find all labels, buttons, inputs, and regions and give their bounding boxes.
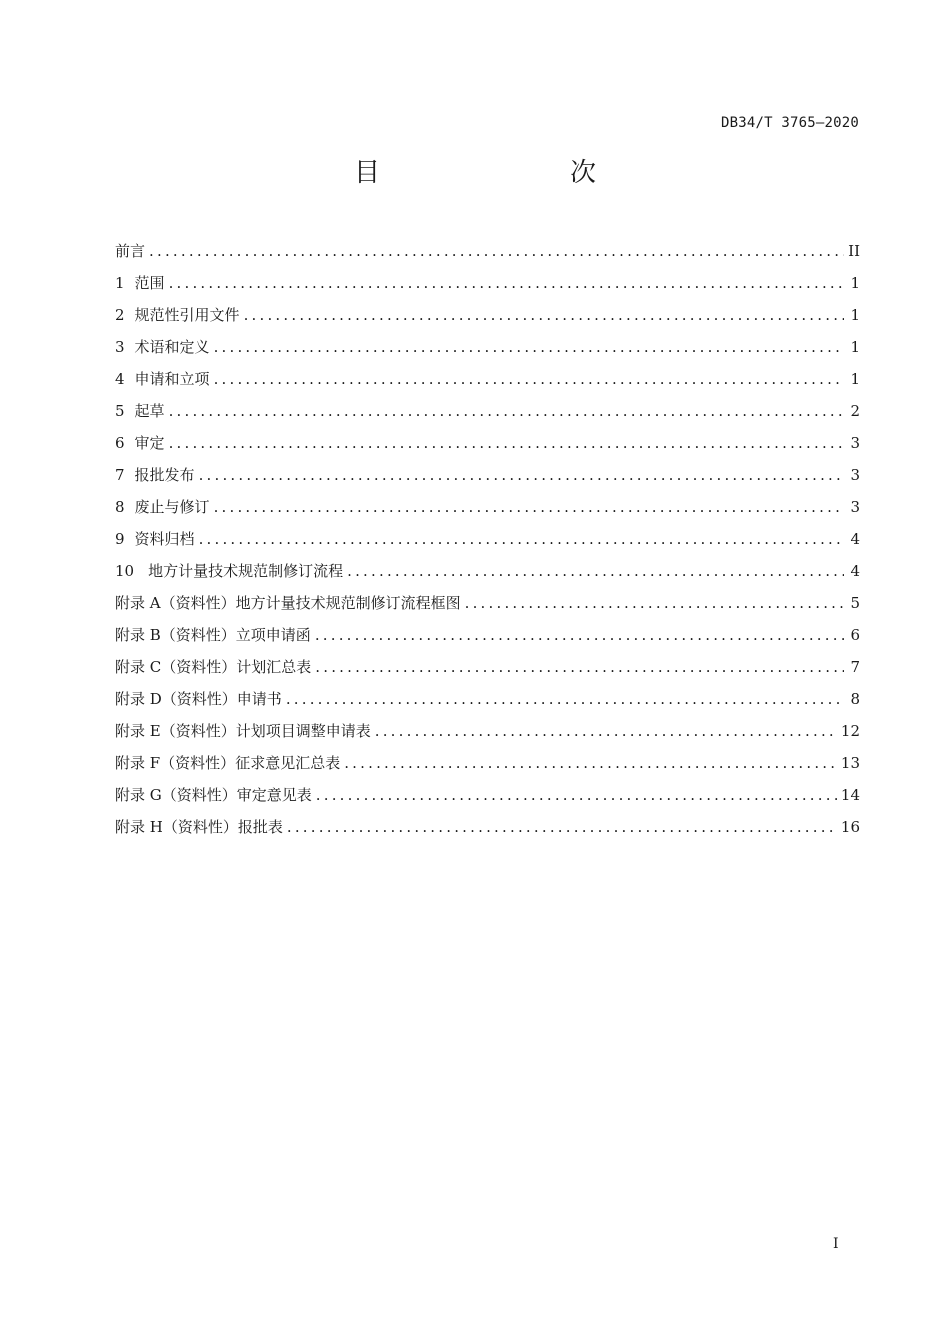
dot-leader (465, 589, 844, 617)
dot-leader (315, 653, 844, 681)
toc-entry-label: 立项申请函 (235, 626, 311, 644)
toc-entry-number: 5 (115, 402, 125, 420)
toc-annex-prefix: 附录 B（资料性） (115, 626, 236, 644)
toc-entry-page: 3 (850, 434, 860, 452)
toc-entry-label: 术语和定义 (134, 338, 210, 356)
toc-annex-h[interactable] (115, 813, 860, 845)
toc-entry-5[interactable] (115, 397, 860, 429)
toc-entry-label: 征求意见汇总表 (235, 754, 341, 772)
toc-entry-10[interactable] (115, 557, 860, 589)
toc-entry-label: 范围 (134, 274, 165, 292)
toc-entry-6[interactable] (115, 429, 860, 461)
page-title: 目 次 (353, 158, 642, 188)
toc-entry-page: 16 (840, 818, 860, 836)
toc-entry-number: 10 (115, 562, 135, 580)
toc-entry-page: 13 (840, 754, 860, 772)
dot-leader (375, 717, 837, 745)
toc-entry-page: 14 (840, 786, 860, 804)
toc-entry-label: 前言 (115, 242, 146, 260)
toc-entry-page: 6 (850, 626, 860, 644)
toc-entry-4[interactable] (115, 365, 860, 397)
toc-entry-3[interactable] (115, 333, 860, 365)
dot-leader (169, 397, 844, 425)
toc-entry-page: 4 (850, 562, 860, 580)
toc-annex-prefix: 附录 A（资料性） (115, 594, 236, 612)
toc-annex-prefix: 附录 F（资料性） (115, 754, 236, 772)
toc-entry-label: 地方计量技术规范制修订流程框图 (235, 594, 461, 612)
dot-leader (169, 429, 844, 457)
dot-leader (244, 301, 844, 329)
toc-entry-page: 1 (850, 274, 860, 292)
toc-entry-page: 2 (850, 402, 860, 420)
toc-entry-page: 4 (850, 530, 860, 548)
toc-annex-prefix: 附录 C（资料性） (115, 658, 237, 676)
dot-leader (169, 269, 844, 297)
dot-leader (344, 749, 837, 777)
toc-entry-number: 1 (115, 274, 125, 292)
toc-entry-page: 3 (850, 498, 860, 516)
dot-leader (149, 237, 844, 265)
dot-leader (199, 525, 844, 553)
dot-leader (214, 493, 844, 521)
toc-entry-label: 报批发布 (134, 466, 195, 484)
toc-entry-label: 计划汇总表 (236, 658, 312, 676)
toc-annex-b[interactable] (115, 621, 860, 653)
toc-entry-page: 1 (850, 338, 860, 356)
toc-annex-f[interactable] (115, 749, 860, 781)
toc-entry-2[interactable] (115, 301, 860, 333)
toc-entry-label: 计划项目调整申请表 (235, 722, 371, 740)
toc-entry-page: 7 (850, 658, 860, 676)
toc-entry-number: 7 (115, 466, 125, 484)
toc-entry-number: 2 (115, 306, 125, 324)
toc-annex-d[interactable] (115, 685, 860, 717)
toc-annex-e[interactable] (115, 717, 860, 749)
toc-entry-page: 8 (850, 690, 860, 708)
toc-entry-label: 地方计量技术规范制修订流程 (148, 562, 344, 580)
dot-leader (315, 621, 844, 649)
dot-leader (199, 461, 844, 489)
toc-entry-label: 申请书 (236, 690, 282, 708)
toc-entry-label: 报批表 (237, 818, 283, 836)
toc-entry-8[interactable] (115, 493, 860, 525)
toc-entry-page: 1 (850, 370, 860, 388)
toc-entry-label: 废止与修订 (134, 498, 210, 516)
toc-entry-foreword[interactable] (115, 237, 860, 269)
toc-annex-prefix: 附录 G（资料性） (115, 786, 237, 804)
toc-entry-page: 12 (840, 722, 860, 740)
toc-entry-page: 1 (850, 306, 860, 324)
toc-entry-page: 3 (850, 466, 860, 484)
toc-entry-number: 8 (115, 498, 125, 516)
page-number: I (833, 1236, 839, 1252)
toc-entry-number: 9 (115, 530, 125, 548)
dot-leader (214, 333, 844, 361)
toc-entry-label: 申请和立项 (134, 370, 210, 388)
toc-entry-label: 审定 (134, 434, 165, 452)
document-code: DB34/T 3765—2020 (720, 115, 859, 131)
dot-leader (287, 813, 837, 841)
toc-entry-page: 5 (850, 594, 860, 612)
dot-leader (347, 557, 844, 585)
toc-entry-label: 起草 (134, 402, 165, 420)
dot-leader (214, 365, 844, 393)
toc-entry-1[interactable] (115, 269, 860, 301)
toc-entry-label: 规范性引用文件 (134, 306, 240, 324)
toc-entry-number: 4 (115, 370, 125, 388)
dot-leader (316, 781, 837, 809)
toc-annex-prefix: 附录 D（资料性） (115, 690, 237, 708)
toc-entry-label: 审定意见表 (236, 786, 312, 804)
toc-entry-number: 6 (115, 434, 125, 452)
toc-entry-label: 资料归档 (134, 530, 195, 548)
toc-annex-c[interactable] (115, 653, 860, 685)
toc-entry-number: 3 (115, 338, 125, 356)
toc-annex-a[interactable] (115, 589, 860, 621)
dot-leader (286, 685, 844, 713)
toc-entry-9[interactable] (115, 525, 860, 557)
toc-annex-prefix: 附录 H（资料性） (115, 818, 238, 836)
toc-annex-g[interactable] (115, 781, 860, 813)
toc-annex-prefix: 附录 E（资料性） (115, 722, 236, 740)
table-of-contents (115, 237, 860, 845)
toc-entry-7[interactable] (115, 461, 860, 493)
toc-entry-page: II (848, 242, 860, 260)
